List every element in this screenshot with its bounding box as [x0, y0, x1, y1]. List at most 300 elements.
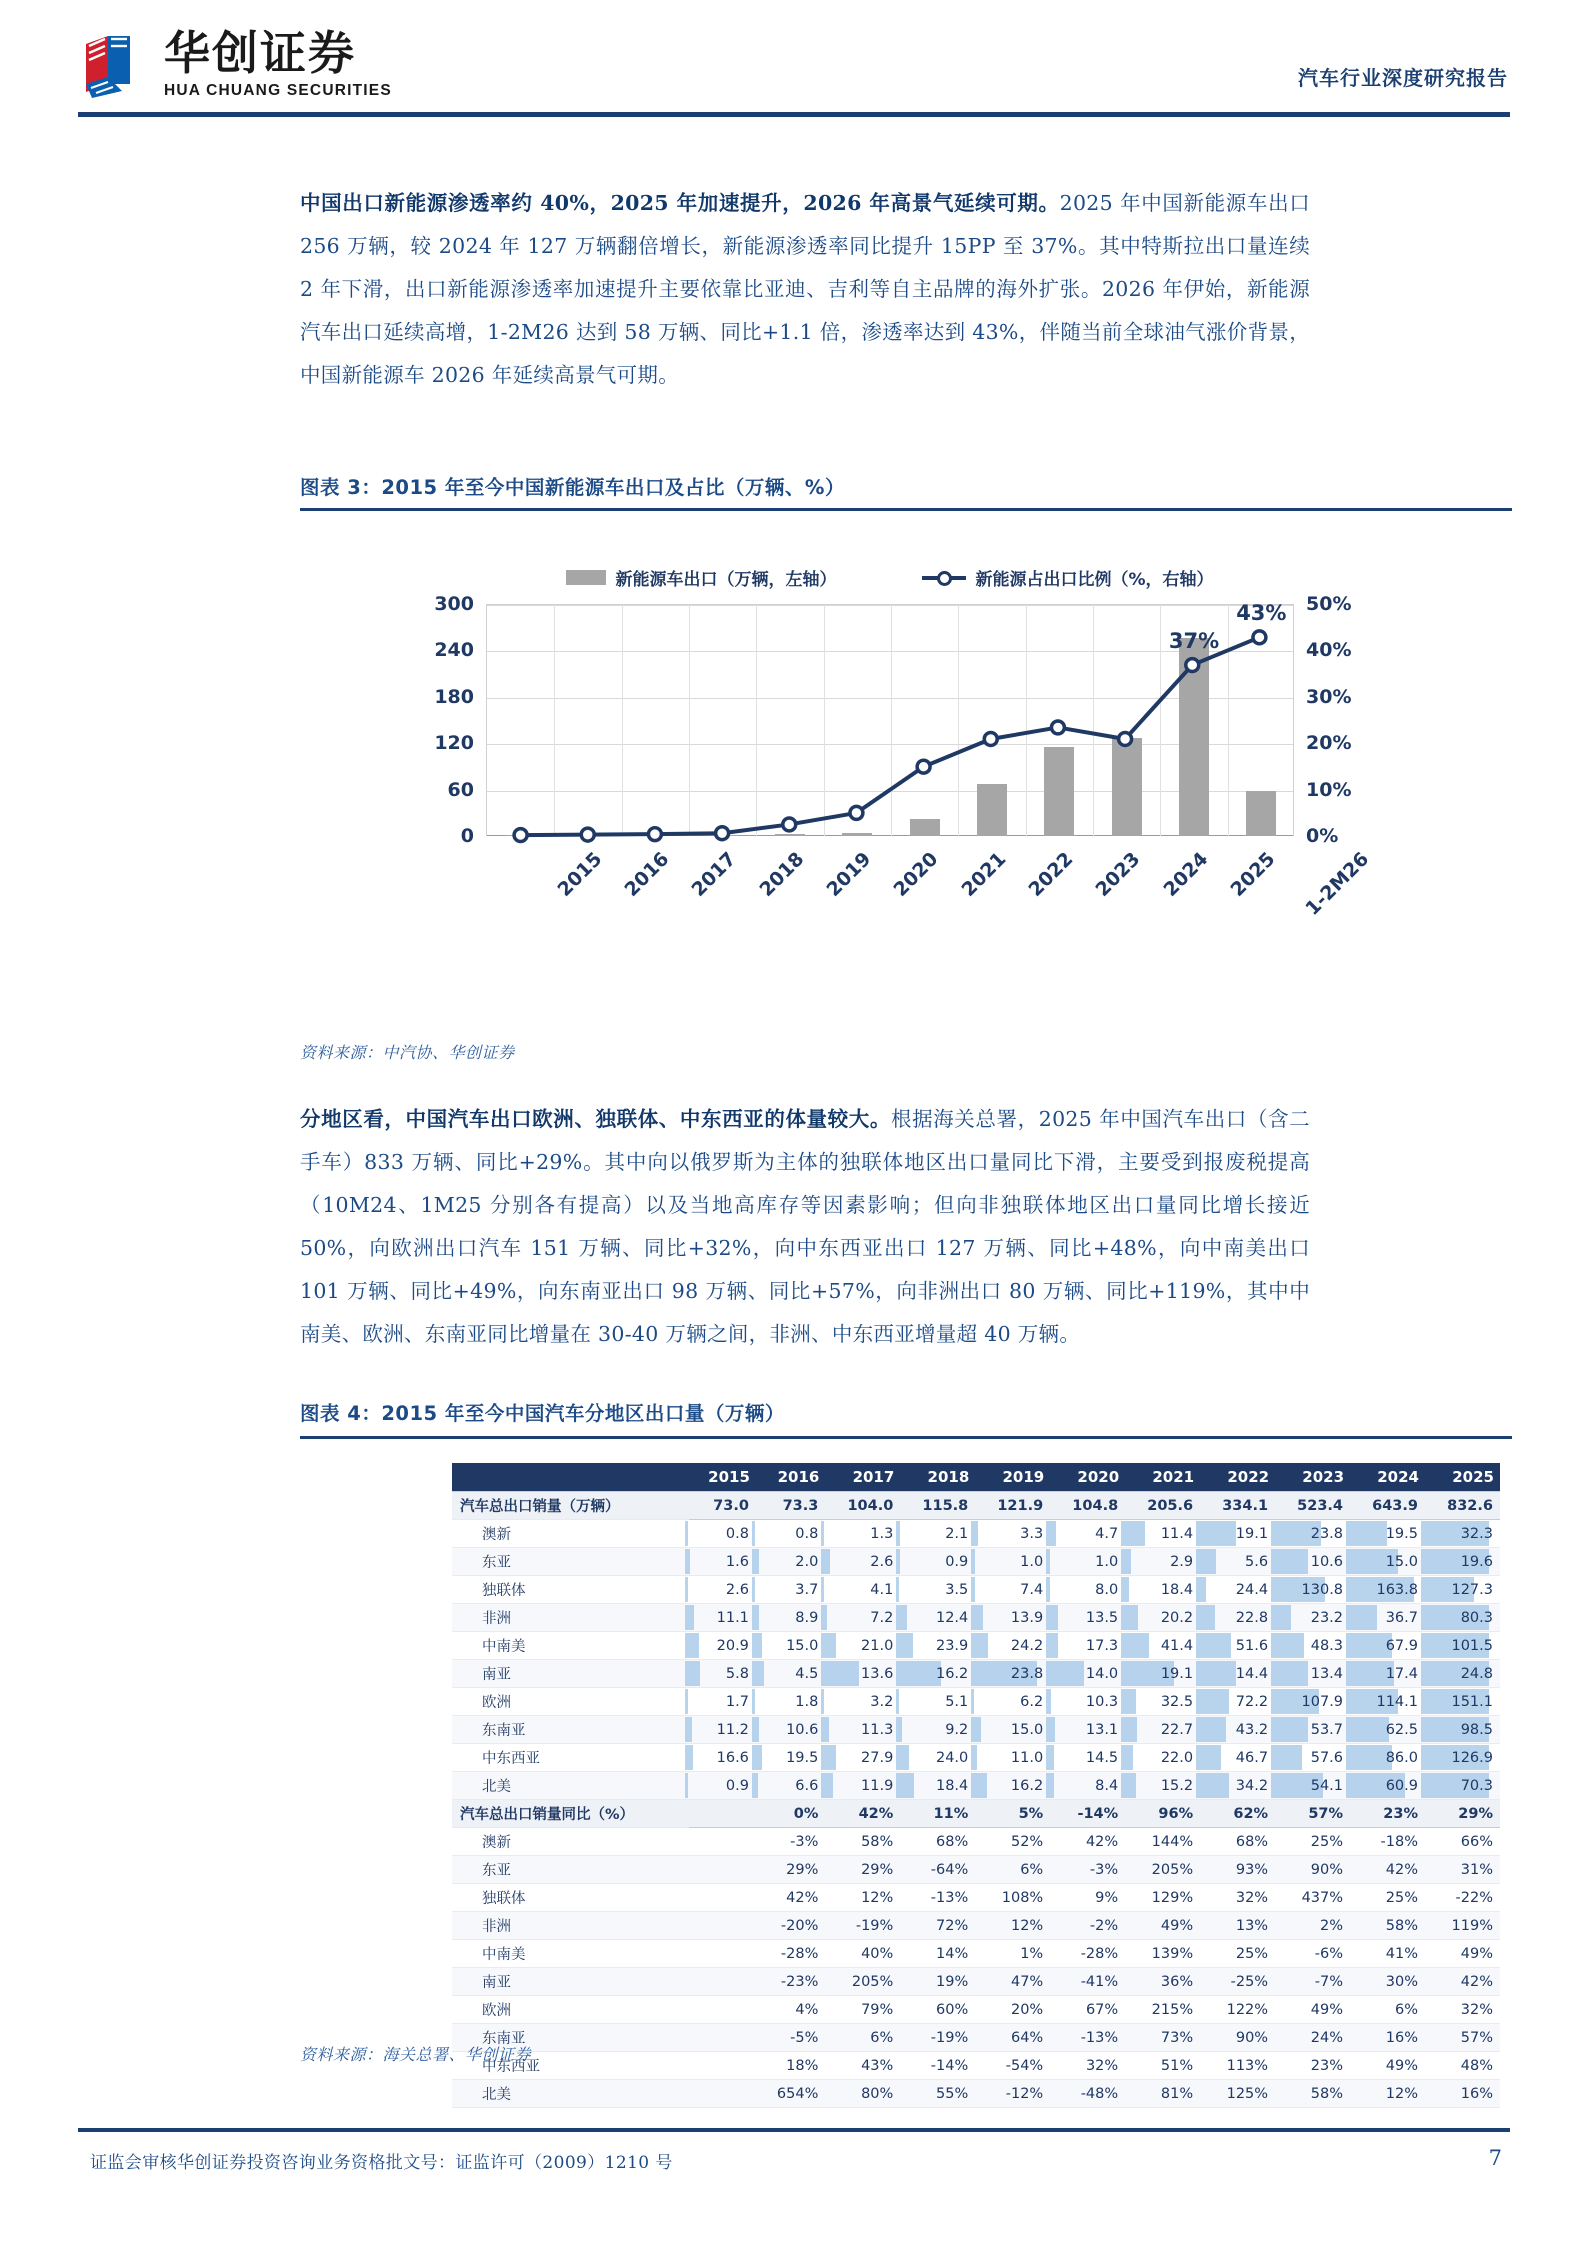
- table-row-label: 欧洲: [452, 1996, 689, 2024]
- table-cell-value: 73%: [1160, 2029, 1194, 2046]
- table-cell: [1050, 1940, 1125, 1968]
- table-data-bar: [1196, 1745, 1221, 1770]
- table-cell: [1125, 2024, 1200, 2052]
- table-cell: [1050, 1884, 1125, 1912]
- table-cell-value: 13.4: [1310, 1665, 1344, 1682]
- table-cell-value: 122%: [1226, 2001, 1269, 2018]
- table-cell-value: 17.3: [1085, 1637, 1119, 1654]
- table-cell: [1425, 1548, 1500, 1576]
- chart-ytick-left: 180: [434, 685, 474, 708]
- table-cell-value: 10.6: [1310, 1553, 1344, 1570]
- table-row: [452, 1660, 1500, 1688]
- chart-line-point: [648, 828, 661, 841]
- table-cell-value: 2.9: [1170, 1553, 1194, 1570]
- table-cell-value: 30%: [1385, 1973, 1418, 1990]
- table-cell-value: 24.8: [1460, 1665, 1493, 1682]
- table-cell: [689, 1632, 756, 1660]
- chart-line-point: [917, 760, 930, 773]
- table-cell: [825, 1576, 900, 1604]
- table-cell-value: 2.1: [945, 1525, 969, 1542]
- table-cell: [825, 1744, 900, 1772]
- chart-line-point: [716, 827, 729, 840]
- table-cell: [1125, 1968, 1200, 1996]
- table-cell: [1200, 1940, 1275, 1968]
- chart-xtick: 2025: [1226, 848, 1280, 901]
- table-cell: [1200, 1828, 1275, 1856]
- table-cell: [1125, 1632, 1200, 1660]
- report-title: 汽车行业深度研究报告: [1298, 66, 1508, 90]
- table-cell: [825, 1660, 900, 1688]
- table-col-header: 2015: [689, 1463, 756, 1492]
- table-section-value: 104.0: [825, 1492, 900, 1520]
- table-data-bar: [1121, 1633, 1149, 1658]
- table-cell-value: 62.5: [1385, 1721, 1418, 1738]
- table-cell: [1350, 1884, 1425, 1912]
- table-cell-value: 1.0: [1020, 1553, 1044, 1570]
- table-cell: [1350, 1744, 1425, 1772]
- table-cell-value: 101.5: [1451, 1637, 1493, 1654]
- table-cell-value: 1.3: [870, 1525, 894, 1542]
- table-cell-value: 13.6: [861, 1665, 894, 1682]
- table-header-corner: [452, 1463, 689, 1492]
- table-cell: [900, 1604, 975, 1632]
- table-cell: [1200, 1856, 1275, 1884]
- table-cell-value: 18.4: [935, 1777, 969, 1794]
- table-cell: [1350, 1520, 1425, 1548]
- chart-ytick-right: 10%: [1306, 778, 1352, 801]
- table-cell-value: 2.0: [795, 1553, 819, 1570]
- table-data-bar: [752, 1577, 755, 1602]
- table-section-value: 5%: [975, 1800, 1050, 1828]
- figure-3-source: 资料来源：中汽协、华创证券: [300, 1043, 515, 1062]
- table-cell: [689, 1660, 756, 1688]
- table-cell: [689, 1716, 756, 1744]
- table-row: [452, 1856, 1500, 1884]
- table-cell-value: 23.2: [1310, 1609, 1344, 1626]
- table-cell-value: 42%: [1385, 1861, 1418, 1878]
- table-cell: [825, 2052, 900, 2080]
- table-cell-value: 3.3: [1020, 1525, 1044, 1542]
- table-cell: [756, 1996, 825, 2024]
- table-cell-value: 11.4: [1160, 1525, 1194, 1542]
- table-section-value: -14%: [1050, 1800, 1125, 1828]
- table-cell: [1425, 1968, 1500, 1996]
- table-cell: [756, 1940, 825, 1968]
- table-row-label: 东南亚: [452, 1716, 689, 1744]
- table-section-value: 334.1: [1200, 1492, 1275, 1520]
- table-cell: [756, 1520, 825, 1548]
- table-cell-value: 24%: [1310, 2029, 1344, 2046]
- table-col-header: 2017: [825, 1463, 900, 1492]
- table-cell: [975, 1576, 1050, 1604]
- chart-xtick: 2023: [1091, 848, 1145, 901]
- table-cell: [689, 1688, 756, 1716]
- table-cell: [756, 1968, 825, 1996]
- table-cell-value: -6%: [1314, 1945, 1344, 1962]
- table-cell-value: 90%: [1310, 1861, 1344, 1878]
- table-data-bar: [1196, 1605, 1215, 1630]
- chart-ytick-left: 240: [434, 639, 474, 662]
- table-cell-value: -48%: [1080, 2085, 1119, 2102]
- table-data-bar: [1046, 1773, 1054, 1798]
- table-cell: [1425, 1576, 1500, 1604]
- table-row: [452, 2024, 1500, 2052]
- table-cell: [1125, 2052, 1200, 2080]
- table-cell: [825, 1688, 900, 1716]
- chart-ytick-left: 300: [434, 593, 474, 615]
- table-cell-value: 60.9: [1385, 1777, 1418, 1794]
- table-cell: [1350, 1632, 1425, 1660]
- table-cell: [1425, 1884, 1500, 1912]
- table-cell-value: 11.3: [861, 1721, 894, 1738]
- table-cell: [1425, 2052, 1500, 2080]
- table-section-value: 523.4: [1275, 1492, 1350, 1520]
- table-cell-value: 130.8: [1301, 1581, 1344, 1598]
- table-cell: [825, 1716, 900, 1744]
- table-cell: [1350, 1688, 1425, 1716]
- table-cell: [1275, 1660, 1350, 1688]
- table-cell: [1350, 2080, 1425, 2108]
- table-cell: [689, 2080, 756, 2108]
- table-cell: [1050, 1660, 1125, 1688]
- table-cell-value: 11.0: [1010, 1749, 1044, 1766]
- table-cell-value: -12%: [1005, 2085, 1044, 2102]
- table-cell-value: 32%: [1460, 2001, 1493, 2018]
- table-cell: [825, 1940, 900, 1968]
- table-cell: [756, 1632, 825, 1660]
- table-cell-value: -41%: [1080, 1973, 1119, 1990]
- table-cell-value: 6.2: [1020, 1693, 1044, 1710]
- table-cell: [756, 1548, 825, 1576]
- table-section-value: 104.8: [1050, 1492, 1125, 1520]
- table-cell-value: -20%: [780, 1917, 819, 1934]
- table-head: [452, 1463, 1500, 1492]
- table-cell-value: 6%: [1020, 1861, 1044, 1878]
- table-cell-value: 68%: [936, 1833, 969, 1850]
- table-cell: [689, 2052, 756, 2080]
- table-cell: [1050, 2052, 1125, 2080]
- table-cell-value: -3%: [1089, 1861, 1119, 1878]
- table-cell: [1275, 2052, 1350, 2080]
- chart-y-axis-right: [1294, 593, 1360, 847]
- table-cell: [975, 1856, 1050, 1884]
- chart-xtick: 2024: [1159, 848, 1213, 901]
- table-cell: [1350, 1856, 1425, 1884]
- table-cell: [756, 1660, 825, 1688]
- table-cell-value: 18.4: [1160, 1581, 1194, 1598]
- table-cell-value: 36%: [1160, 1973, 1194, 1990]
- chart-xtick: 2021: [957, 848, 1011, 901]
- table-cell: [900, 2080, 975, 2108]
- table-cell-value: 1.7: [725, 1693, 749, 1710]
- table-cell: [975, 1828, 1050, 1856]
- table-cell-value: 40%: [861, 1945, 894, 1962]
- table-section-value: 73.3: [756, 1492, 825, 1520]
- table-cell-value: 0.8: [795, 1525, 819, 1542]
- table-cell-value: 8.9: [795, 1609, 819, 1626]
- table-cell-value: 16.2: [1010, 1777, 1044, 1794]
- table-cell: [756, 1828, 825, 1856]
- table-row: [452, 2052, 1500, 2080]
- table-cell: [689, 1604, 756, 1632]
- table-cell: [825, 1548, 900, 1576]
- table-data-bar: [1046, 1577, 1049, 1602]
- table-row-label: 中南美: [452, 1632, 689, 1660]
- table-cell-value: 31%: [1460, 1861, 1493, 1878]
- table-row-label: 欧洲: [452, 1688, 689, 1716]
- table-data-bar: [1121, 1549, 1131, 1574]
- table-cell-value: 79%: [861, 2001, 894, 2018]
- table-data-bar: [752, 1745, 762, 1770]
- table-row: [452, 1576, 1500, 1604]
- table-cell-value: 86.0: [1385, 1749, 1418, 1766]
- table-section-row: [452, 1492, 1500, 1520]
- chart-ytick-right: 0%: [1306, 825, 1339, 847]
- table-cell-value: 93%: [1235, 1861, 1269, 1878]
- table-cell: [689, 1828, 756, 1856]
- legend-line-label: 新能源占出口比例（%，右轴）: [975, 569, 1214, 590]
- table-cell-value: 0.9: [945, 1553, 969, 1570]
- paragraph-2-body: 根据海关总署，2025 年中国汽车出口（含二手车）833 万辆、同比+29%。其中向以俄罗斯为主体的独联体地区出口量同比下滑，主要受到报废税提高（10M24、1M25 分别各有提高）以及当地高库存等因素影响；但向非独联体地区出口量同比增长接近 50%，向欧洲出口汽车 151 万辆、同比+32%，向中东西亚出口 127 万辆、同比+48%，向中南美出口 101 万辆、同比+49%，向东南亚出口 98 万辆、同比+57%，向非洲出口 80 万辆、同比+119%，其中中南美、欧洲、东南亚同比增量在 30-40 万辆之间，非洲、中东西亚增量超 40 万辆。: [300, 1107, 1310, 1346]
- table-cell-value: -28%: [1080, 1945, 1119, 1962]
- table-cell: [825, 1968, 900, 1996]
- table-cell: [1200, 2052, 1275, 2080]
- table-cell: [975, 2024, 1050, 2052]
- legend-item-line: [922, 565, 1213, 590]
- table-cell-value: 18%: [786, 2057, 819, 2074]
- table-section-value: 115.8: [900, 1492, 975, 1520]
- table-cell: [1200, 1772, 1275, 1800]
- table-cell: [975, 2052, 1050, 2080]
- table-col-header: 2020: [1050, 1463, 1125, 1492]
- table-cell: [1125, 1856, 1200, 1884]
- table-cell: [1275, 1548, 1350, 1576]
- table-cell-value: 25%: [1310, 1833, 1344, 1850]
- table-section-value: 29%: [1425, 1800, 1500, 1828]
- table-cell-value: 13.9: [1010, 1609, 1044, 1626]
- table-cell: [1425, 1940, 1500, 1968]
- table-cell-value: 107.9: [1301, 1693, 1344, 1710]
- table-cell: [1050, 1772, 1125, 1800]
- table-cell: [1200, 1520, 1275, 1548]
- table-data-bar: [752, 1689, 755, 1714]
- table-row-label: 独联体: [452, 1576, 689, 1604]
- table-cell: [900, 1968, 975, 1996]
- table-cell: [825, 1884, 900, 1912]
- table-data-bar: [685, 1577, 688, 1602]
- table-cell: [1125, 1688, 1200, 1716]
- table-cell: [1275, 1996, 1350, 2024]
- table-cell-value: 29%: [786, 1861, 819, 1878]
- table-cell-value: 12%: [861, 1889, 894, 1906]
- table-row-label: 东南亚: [452, 2024, 689, 2052]
- table-cell-value: 21.0: [861, 1637, 894, 1654]
- chart-ytick-right: 30%: [1306, 685, 1352, 708]
- table-cell: [825, 1856, 900, 1884]
- table-cell: [1125, 1772, 1200, 1800]
- table-cell: [1350, 2024, 1425, 2052]
- table-cell: [1350, 2052, 1425, 2080]
- table-cell: [1425, 1520, 1500, 1548]
- table-cell-value: 6.6: [795, 1777, 819, 1794]
- table-cell: [689, 1856, 756, 1884]
- table-cell-value: 13.1: [1085, 1721, 1119, 1738]
- table-section-value: 205.6: [1125, 1492, 1200, 1520]
- legend-bar-swatch-icon: [566, 570, 606, 585]
- table-row: [452, 1716, 1500, 1744]
- table-cell: [1425, 1716, 1500, 1744]
- table-cell: [825, 1828, 900, 1856]
- table-cell-value: 15.0: [1010, 1721, 1044, 1738]
- table-cell-value: 41.4: [1160, 1637, 1194, 1654]
- table-section-row: [452, 1800, 1500, 1828]
- table-cell-value: 58%: [1310, 2085, 1344, 2102]
- table-cell-value: 19.5: [786, 1749, 819, 1766]
- table-cell-value: 24.2: [1010, 1637, 1044, 1654]
- table-cell: [975, 2080, 1050, 2108]
- table-cell: [1350, 1996, 1425, 2024]
- table-data-bar: [1121, 1521, 1145, 1546]
- table-data-bar: [821, 1773, 833, 1798]
- table-row-label: 独联体: [452, 1884, 689, 1912]
- table-data-bar: [1271, 1745, 1302, 1770]
- table-cell: [975, 1968, 1050, 1996]
- table-cell-value: 25%: [1385, 1889, 1418, 1906]
- table-cell-value: 19.6: [1460, 1553, 1493, 1570]
- table-cell: [1050, 1548, 1125, 1576]
- chart-xtick: 2022: [1024, 848, 1078, 901]
- table-data-bar: [1196, 1521, 1235, 1546]
- chart-ytick-right: 50%: [1306, 593, 1352, 615]
- table-cell: [1275, 1744, 1350, 1772]
- table-cell: [1425, 1912, 1500, 1940]
- chart-xtick: 2017: [687, 848, 741, 901]
- table-data-bar: [1046, 1745, 1053, 1770]
- table-cell-value: 114.1: [1376, 1693, 1418, 1710]
- table-section-value: 96%: [1125, 1800, 1200, 1828]
- table-cell: [756, 1604, 825, 1632]
- table-cell: [900, 1520, 975, 1548]
- table-cell-value: 437%: [1301, 1889, 1344, 1906]
- table-data-bar: [752, 1633, 762, 1658]
- table-data-bar: [685, 1521, 688, 1546]
- table-data-bar: [1196, 1689, 1229, 1714]
- table-cell: [1275, 1940, 1350, 1968]
- table-row: [452, 1996, 1500, 2024]
- table-cell: [900, 1744, 975, 1772]
- table-data-bar: [1046, 1521, 1056, 1546]
- table-section-value: 643.9: [1350, 1492, 1425, 1520]
- footer-page-number: 7: [1488, 2146, 1502, 2170]
- table-cell-value: 126.9: [1451, 1749, 1493, 1766]
- figure-3-chart: [420, 560, 1374, 950]
- table-cell-value: 205%: [1151, 1861, 1194, 1878]
- table-cell-value: 12.4: [935, 1609, 969, 1626]
- table-cell-value: 205%: [851, 1973, 894, 1990]
- table-data-bar: [752, 1521, 755, 1546]
- table-data-bar: [752, 1605, 759, 1630]
- table-cell-value: 57%: [1460, 2029, 1493, 2046]
- table-data-bar: [896, 1521, 900, 1546]
- table-cell-value: 151.1: [1451, 1693, 1493, 1710]
- table-cell-value: 1.0: [1095, 1553, 1119, 1570]
- table-data-bar: [1346, 1633, 1392, 1658]
- table-cell-value: 72.2: [1235, 1693, 1269, 1710]
- table-cell-value: 13%: [1235, 1917, 1269, 1934]
- table-cell-value: 34.2: [1235, 1777, 1269, 1794]
- table-cell: [1125, 1576, 1200, 1604]
- table-data-bar: [685, 1689, 688, 1714]
- table-cell: [689, 1968, 756, 1996]
- table-cell: [1425, 2080, 1500, 2108]
- table-cell: [1200, 2024, 1275, 2052]
- figure-4-divider: [300, 1436, 1512, 1439]
- table-section-value: 57%: [1275, 1800, 1350, 1828]
- table-col-header: 2021: [1125, 1463, 1200, 1492]
- table-cell: [756, 2024, 825, 2052]
- table-cell-value: -19%: [930, 2029, 969, 2046]
- table-cell-value: 42%: [1085, 1833, 1119, 1850]
- table-cell-value: -22%: [1455, 1889, 1493, 1906]
- table-data-bar: [1196, 1661, 1235, 1686]
- table-data-bar: [1046, 1605, 1058, 1630]
- table-cell-value: 10.3: [1085, 1693, 1119, 1710]
- table-data-bar: [971, 1521, 978, 1546]
- table-cell-value: -13%: [930, 1889, 969, 1906]
- table-cell-value: 16.6: [716, 1749, 749, 1766]
- table-cell-value: 139%: [1151, 1945, 1194, 1962]
- table-cell: [1050, 1688, 1125, 1716]
- table-cell: [1425, 1688, 1500, 1716]
- table-cell-value: 4.5: [795, 1665, 819, 1682]
- figure-3-title: 图表 3：2015 年至今中国新能源车出口及占比（万辆、%）: [300, 476, 845, 499]
- table-cell: [1275, 2024, 1350, 2052]
- table-cell-value: 41%: [1385, 1945, 1418, 1962]
- table-cell: [1050, 1856, 1125, 1884]
- table-cell-value: 2%: [1320, 1917, 1344, 1934]
- table-data-bar: [821, 1661, 858, 1686]
- table-data-bar: [1046, 1717, 1055, 1742]
- table-cell: [900, 1548, 975, 1576]
- table-row: [452, 1688, 1500, 1716]
- table-cell: [756, 1576, 825, 1604]
- table-cell-value: 15.0: [786, 1637, 819, 1654]
- figure-4-source: 资料来源：海关总署、华创证券: [300, 2045, 532, 2064]
- chart-point-label: 37%: [1168, 629, 1220, 654]
- table-cell-value: 15.2: [1160, 1777, 1194, 1794]
- table-cell-value: 23%: [1310, 2057, 1344, 2074]
- table-cell: [689, 1772, 756, 1800]
- table-row-label: 北美: [452, 2080, 689, 2108]
- table-cell: [900, 1940, 975, 1968]
- table-cell-value: 5.6: [1245, 1553, 1269, 1570]
- table-cell: [1350, 1548, 1425, 1576]
- table-data-bar: [1196, 1549, 1216, 1574]
- table-cell: [825, 1996, 900, 2024]
- table-cell: [1050, 1968, 1125, 1996]
- table-data-bar: [896, 1577, 899, 1602]
- table-cell-value: 15.0: [1385, 1553, 1418, 1570]
- table-cell: [1125, 1660, 1200, 1688]
- table-cell: [1275, 1576, 1350, 1604]
- table-cell: [1425, 1744, 1500, 1772]
- table-row-label: 非洲: [452, 1604, 689, 1632]
- chart-plot: [486, 601, 1294, 836]
- table-data-bar: [1196, 1717, 1226, 1742]
- table-cell: [756, 1772, 825, 1800]
- table-data-bar: [685, 1549, 690, 1574]
- chart-ytick-right: 40%: [1306, 639, 1352, 662]
